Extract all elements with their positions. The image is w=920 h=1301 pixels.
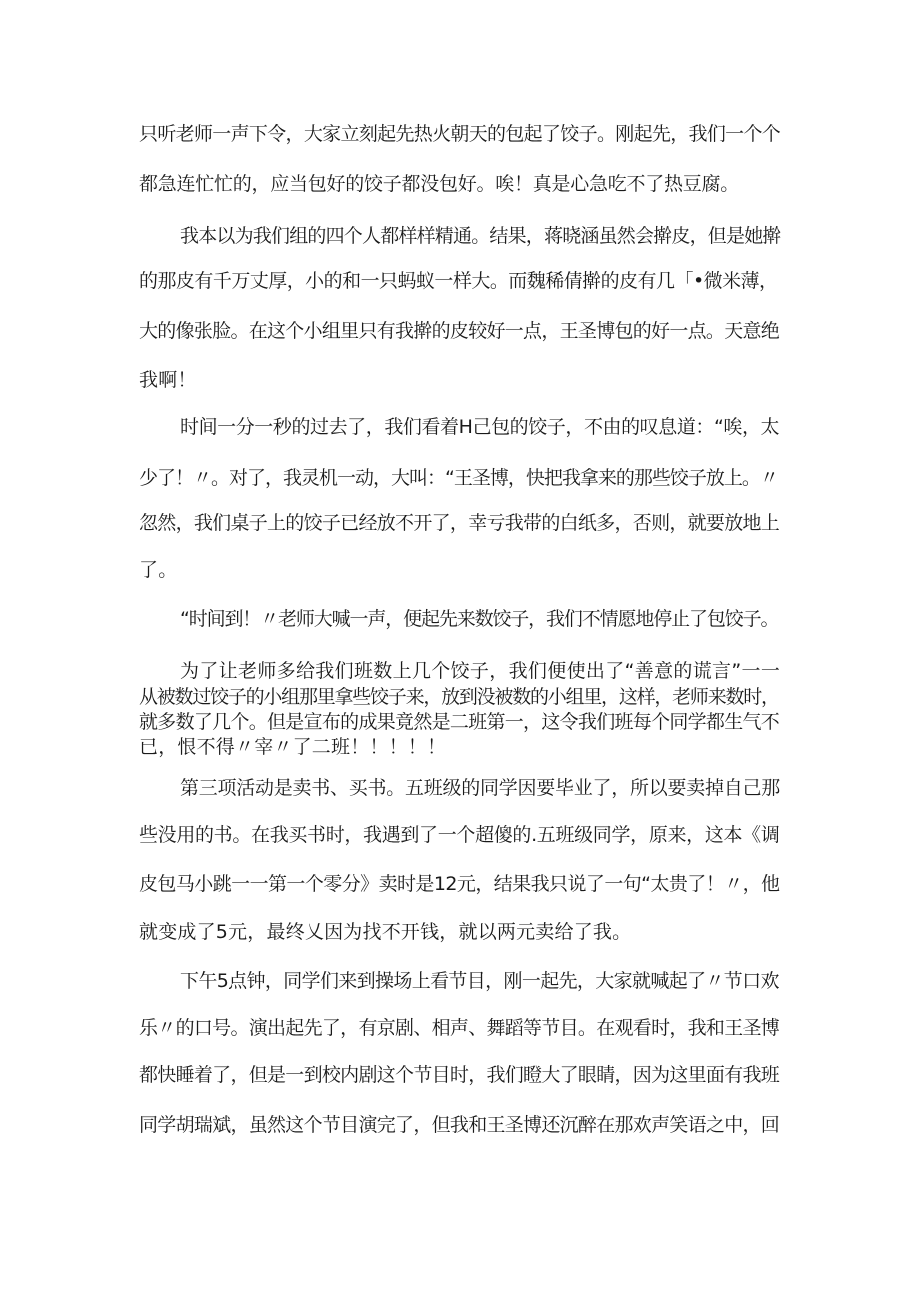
paragraph-1-line-2: 都急连忙忙的，应当包好的饺子都没包好。唉！真是心急吃不了热豆腐。 [139, 173, 739, 195]
paragraph-3-line-2: 少了！〃。对了，我灵机一动，大叫：“王圣博，快把我拿来的那些饺子放上。〃 [139, 467, 778, 489]
paragraph-2-line-2: 的那皮有千万丈厚，小的和一只蚂蚁一样大。而魏稀倩擀的皮有几「•微米薄， [139, 270, 778, 292]
paragraph-6-line-1: 第三项活动是卖书、买书。五班级的同学因要毕业了，所以要卖掉自己那 [180, 777, 780, 799]
paragraph-5-line-4: 已，恨不得〃宰〃了二班！！！！！ [139, 736, 447, 758]
paragraph-3-line-1: 时间一分一秒的过去了，我们看着H己包的饺子，不由的叹息道：“唉，太 [180, 416, 780, 438]
paragraph-6-line-3: 皮包马小跳一一第一个零分》卖时是12元，结果我只说了一句“太贵了！〃，他 [139, 873, 780, 895]
paragraph-3-line-3: 忽然，我们桌子上的饺子已经放不开了，幸亏我带的白纸多，否则，就要放地上 [139, 512, 780, 534]
paragraph-1-line-1: 只听老师一声下令，大家立刻起先热火朝天的包起了饺子。刚起先，我们一个个 [139, 123, 781, 145]
paragraph-7-line-3: 都快睡着了，但是一到校内剧这个节目时，我们瞪大了眼睛，因为这里面有我班 [139, 1064, 780, 1086]
paragraph-3-line-4: 了。 [139, 559, 178, 581]
paragraph-2-line-3: 大的像张脸。在这个小组里只有我擀的皮较好一点，王圣博包的好一点。天意绝 [139, 320, 780, 342]
paragraph-5-line-2: 从被数过饺子的小组那里拿些饺子来，放到没被数的小组里，这样，老师来数时， [139, 686, 779, 708]
paragraph-6-line-4: 就变成了5元，最终乂因为找不开钱，就以两元卖给了我。 [139, 921, 632, 943]
paragraph-6-line-2: 些没用的书。在我买书时，我遇到了一个超傻的.五班级同学，原来，这本《调 [139, 824, 780, 846]
paragraph-7-line-4: 同学胡瑞斌，虽然这个节目演完了，但我和王圣博还沉醉在那欢声笑语之中，回 [139, 1114, 780, 1136]
paragraph-7-line-2: 乐〃的口号。演出起先了，有京剧、相声、舞蹈等节目。在观看时，我和王圣博 [139, 1017, 780, 1039]
paragraph-5-line-3: 就多数了几个。但是宣布的成果竟然是二班第一，这令我们班每个同学都生气不 [139, 711, 780, 733]
paragraph-7-line-1: 下午5点钟，同学们来到操场上看节目，刚一起先，大家就喊起了〃节口欢 [180, 970, 779, 992]
paragraph-5-line-1: 为了让老师多给我们班数上几个饺子，我们便使出了“善意的谎言”一一 [180, 660, 781, 682]
paragraph-4-line-1: “时间到！〃老师大喊一声，便起先来数饺子，我们不情愿地停止了包饺子。 [180, 608, 779, 630]
paragraph-2-line-1: 我本以为我们组的四个人都样样精通。结果，蒋晓涵虽然会擀皮，但是她擀 [180, 225, 781, 247]
paragraph-2-line-4: 我啊！ [139, 369, 197, 391]
